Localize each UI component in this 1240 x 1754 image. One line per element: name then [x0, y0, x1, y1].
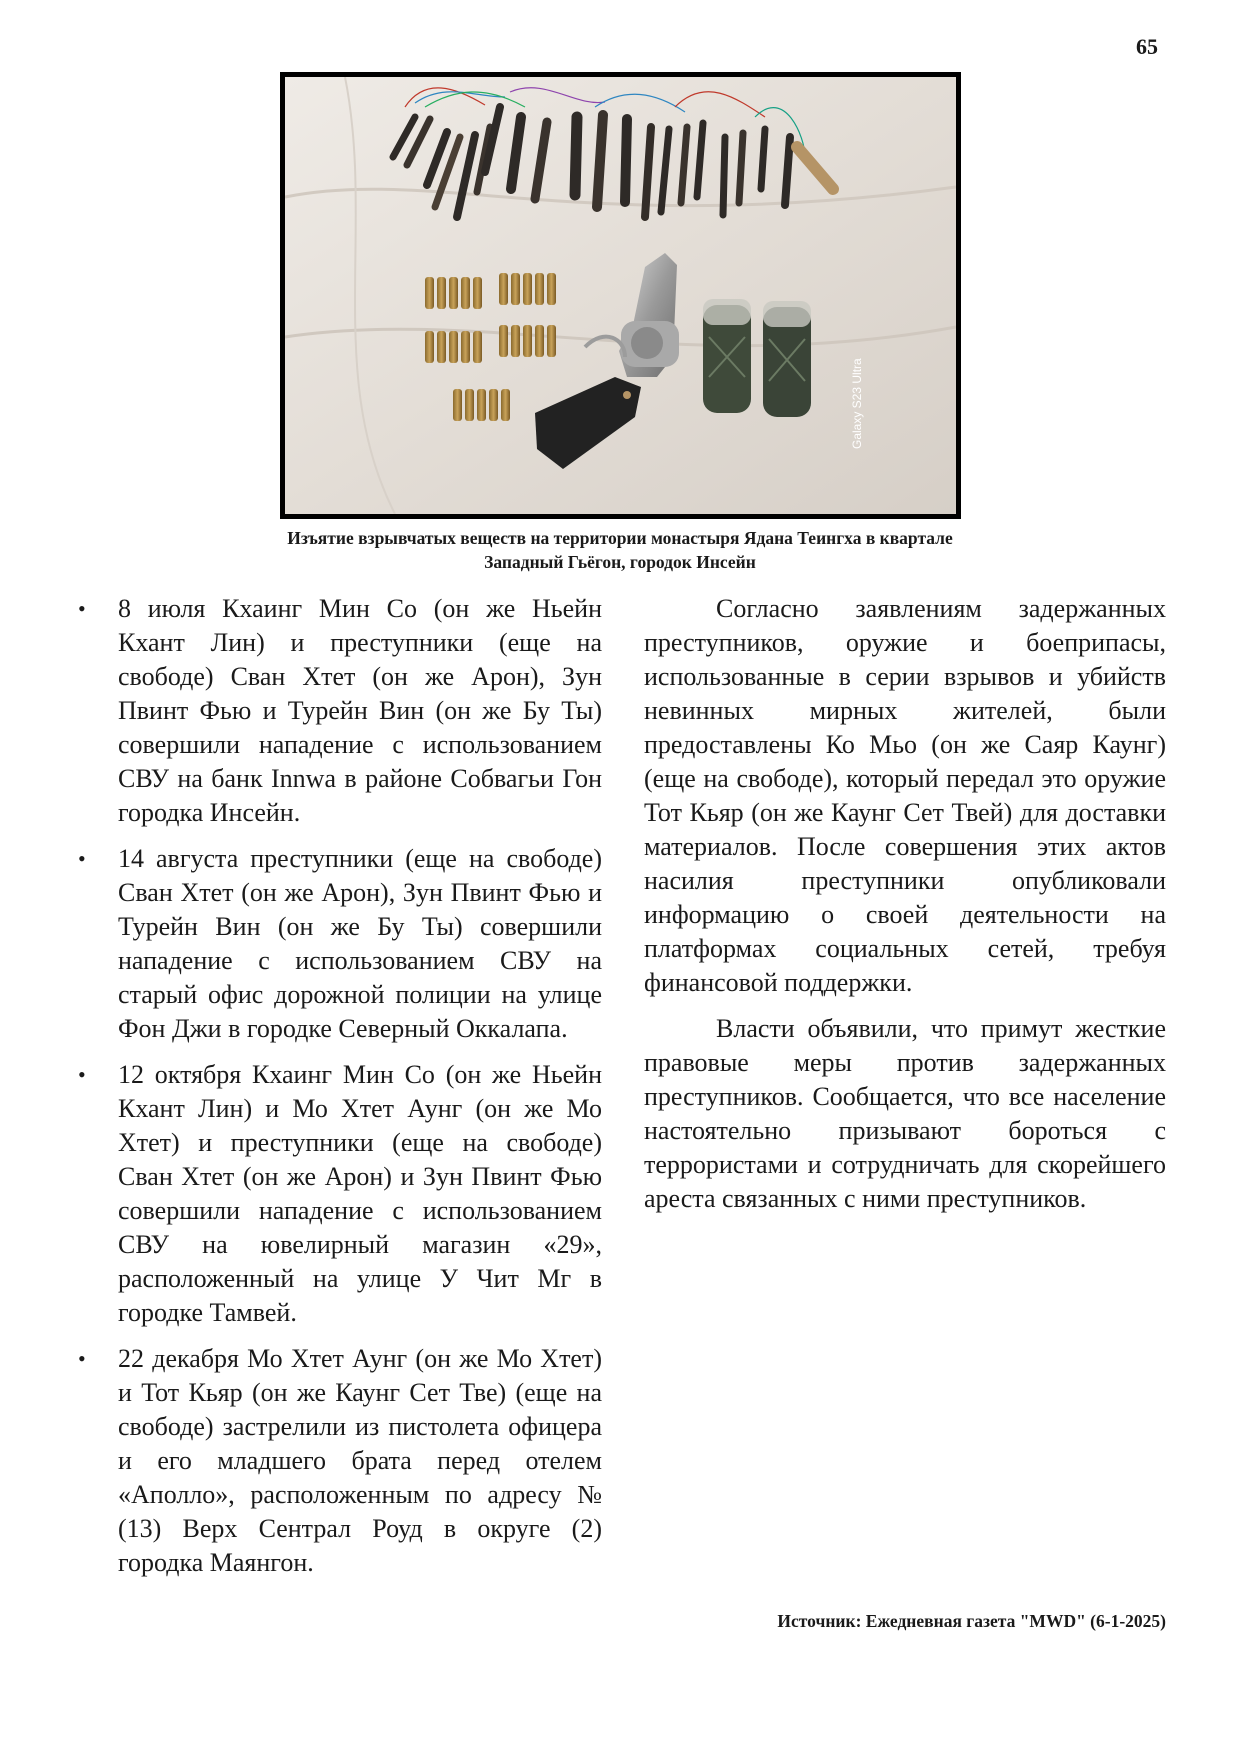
left-column [72, 592, 602, 1592]
list-item [72, 1342, 602, 1580]
paragraph: Согласно заявлениям задержанных преступников, оружие и боеприпасы, использованные в серии взрывов и убийств невинных мирных жителей, были предоставлены Ко Мьо (он же Саяр Каунг) (еще на свободе), который передал это оружие Тот Кьяр (он же Каунг Сет Твей) для доставки материалов. После совершения этих актов насилия преступники опубликовали информацию о своей деятельности на платформах социальных сетей, требуя финансовой поддержки. [644, 594, 1166, 997]
list-item-text: 8 июля Кхаинг Мин Со (он же Ньейн Кхант Лин) и преступники (еще на свободе) Сван Хтет (он же Арон), Зун Пвинт Фью и Турейн Вин (он же Бу Ты) совершили нападение с использованием СВУ на банк Innwa в районе Собвагьи Гон городка Инсейн. [118, 594, 602, 827]
photo-caption [160, 526, 1080, 574]
bullet-icon: • [78, 596, 86, 621]
bullet-icon: • [78, 846, 86, 871]
right-column [644, 592, 1166, 1228]
list-item [72, 592, 602, 830]
list-item-text: 12 октября Кхаинг Мин Со (он же Ньейн Кхант Лин) и Мо Хтет Аунг (он же Мо Хтет) и преступники (еще на свободе) Сван Хтет (он же Арон) и Зун Пвинт Фью совершили нападение с использованием СВУ на ювелирный магазин «29», расположенный на улице У Чит Мг в городке Тамвей. [118, 1060, 602, 1327]
paragraph: Власти объявили, что примут жесткие правовые меры против задержанных преступников. Сообщается, что все население настоятельно призывают бороться с террористами и сотрудничать для скорейшего ареста связанных с ними преступников. [644, 1014, 1166, 1213]
bullet-icon: • [78, 1346, 86, 1371]
list-item-text: 14 августа преступники (еще на свободе) Сван Хтет (он же Арон), Зун Пвинт Фью и Турейн Вин (он же Бу Ты) совершили нападение с использованием СВУ на старый офис дорожной полиции на улице Фон Джи в городке Северный Оккалапа. [118, 844, 602, 1043]
list-item-text: 22 декабря Мо Хтет Аунг (он же Мо Хтет) и Тот Кьяр (он же Каунг Сет Тве) (еще на свободе) застрелили из пистолета офицера и его младшего брата перед отелем «Аполло», расположенным по адресу № (13) Верх Сентрал Роуд в округе (2) городка Маянгон. [118, 1344, 602, 1577]
caption-line-2: Западный Гьёгон, городок Инсейн [484, 552, 756, 572]
list-item [72, 842, 602, 1046]
list-item [72, 1058, 602, 1330]
photo-watermark: Galaxy S23 Ultra [850, 358, 864, 449]
incident-list [72, 592, 602, 1580]
source-credit: Источник: Ежедневная газета "MWD" (6-1-2025) [777, 1611, 1166, 1631]
bullet-icon: • [78, 1062, 86, 1087]
caption-line-1: Изъятие взрывчатых веществ на территории монастыря Ядана Теингха в квартале [287, 528, 953, 548]
page-number: 65 [1136, 34, 1158, 59]
seized-explosives-photo [280, 72, 961, 519]
